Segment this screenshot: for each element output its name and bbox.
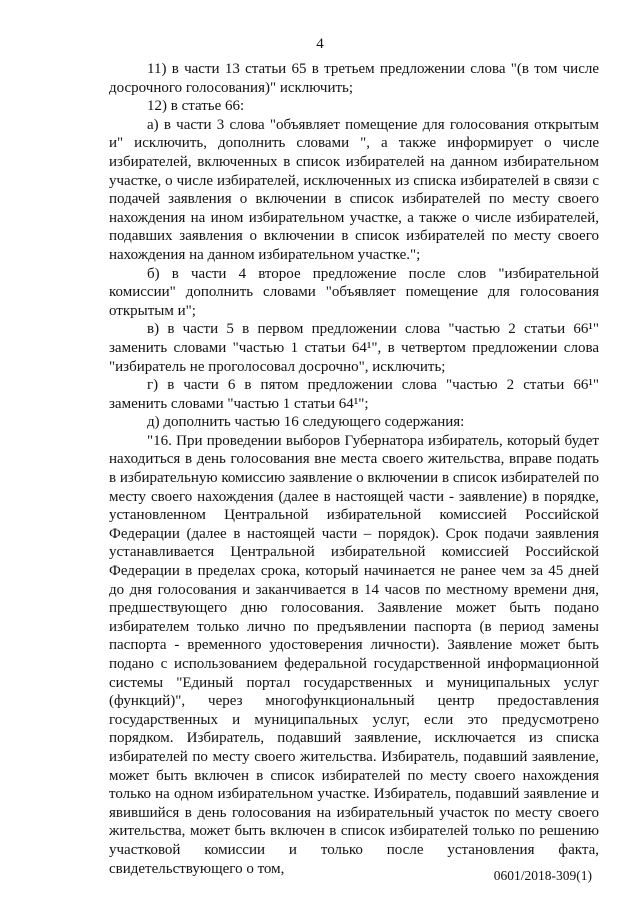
paragraph-12g: г) в части 6 в пятом предложении слова "частью 2 статьи 66¹" заменить словами "частью 1 статьи 64¹"; bbox=[109, 377, 599, 412]
paragraph-12: 12) в статье 66: bbox=[147, 98, 245, 115]
paragraph-11: 11) в части 13 статьи 65 в третьем предложении слова "(в том числе досрочного голосования)" исключить; bbox=[109, 61, 599, 96]
paragraph-12b: б) в части 4 второе предложение после слов "избирательной комиссии" дополнить словами "объявляет помещение для голосования открытым и"; bbox=[109, 265, 599, 319]
document-code: 0601/2018-309(1) bbox=[493, 868, 592, 883]
page-number: 4 bbox=[316, 36, 324, 52]
paragraph-12d: д) дополнить частью 16 следующего содержания: bbox=[147, 414, 465, 431]
document-body bbox=[109, 60, 599, 878]
paragraph-12a: а) в части 3 слова "объявляет помещение для голосования открытым и" исключить, дополнить словами ", а также информирует о числе избирателей, включенных в список избирателей на данном избирательном участке, о числе избирателей, исключенных из списка избирателей в связи с подачей заявления о включении в список избирателей по месту своего нахождения на ином избирательном участке, а также о числе избирателей, подавших заявления о включении в список избирателей по месту своего нахождения на данном избирательном участке."; bbox=[109, 116, 599, 263]
paragraph-12v: в) в части 5 в первом предложении слова "частью 2 статьи 66¹" заменить словами "частью 1 статьи 64¹", в четвертом предложении слова "избиратель не проголосовал досрочно", исключить; bbox=[109, 321, 599, 375]
paragraph-part-16: "16. При проведении выборов Губернатора избиратель, который будет находиться в день голосования вне места своего жительства, вправе подать в избирательную комиссию заявление о включении в список избирателей по месту своего нахождения (далее в настоящей части - заявление) в порядке, установленном Центральной избирательной комиссией Российской Федерации (далее в настоящей части – порядок). Срок подачи заявления устанавливается Центральной избирательной комиссией Российской Федерации в пределах срока, который начинается не ранее чем за 45 дней до дня голосования и заканчивается в 14 часов по местному времени дня, предшествующего дню голосования. Заявление может быть подано избирателем только лично по предъявлении паспорта (в период замены паспорта - временного удостоверения личности). Заявление может быть подано с использованием федеральной государственной информационной системы "Единый портал государственных и муниципальных услуг (функций)", через многофункциональный центр предоставления государственных и муниципальных услуг, если это предусмотрено порядком. Избиратель, подавший заявление, исключается из списка избирателей по месту своего жительства. Избиратель, подавший заявление, может быть включен в список избирателей по месту своего нахождения только на одном избирательном участке. Избиратель, подавший заявление и явившийся в день голосования на избирательный участок по месту своего жительства, может быть включен в список избирателей только по решению участковой комиссии и только после установления факта, свидетельствующего о том, bbox=[109, 432, 599, 877]
